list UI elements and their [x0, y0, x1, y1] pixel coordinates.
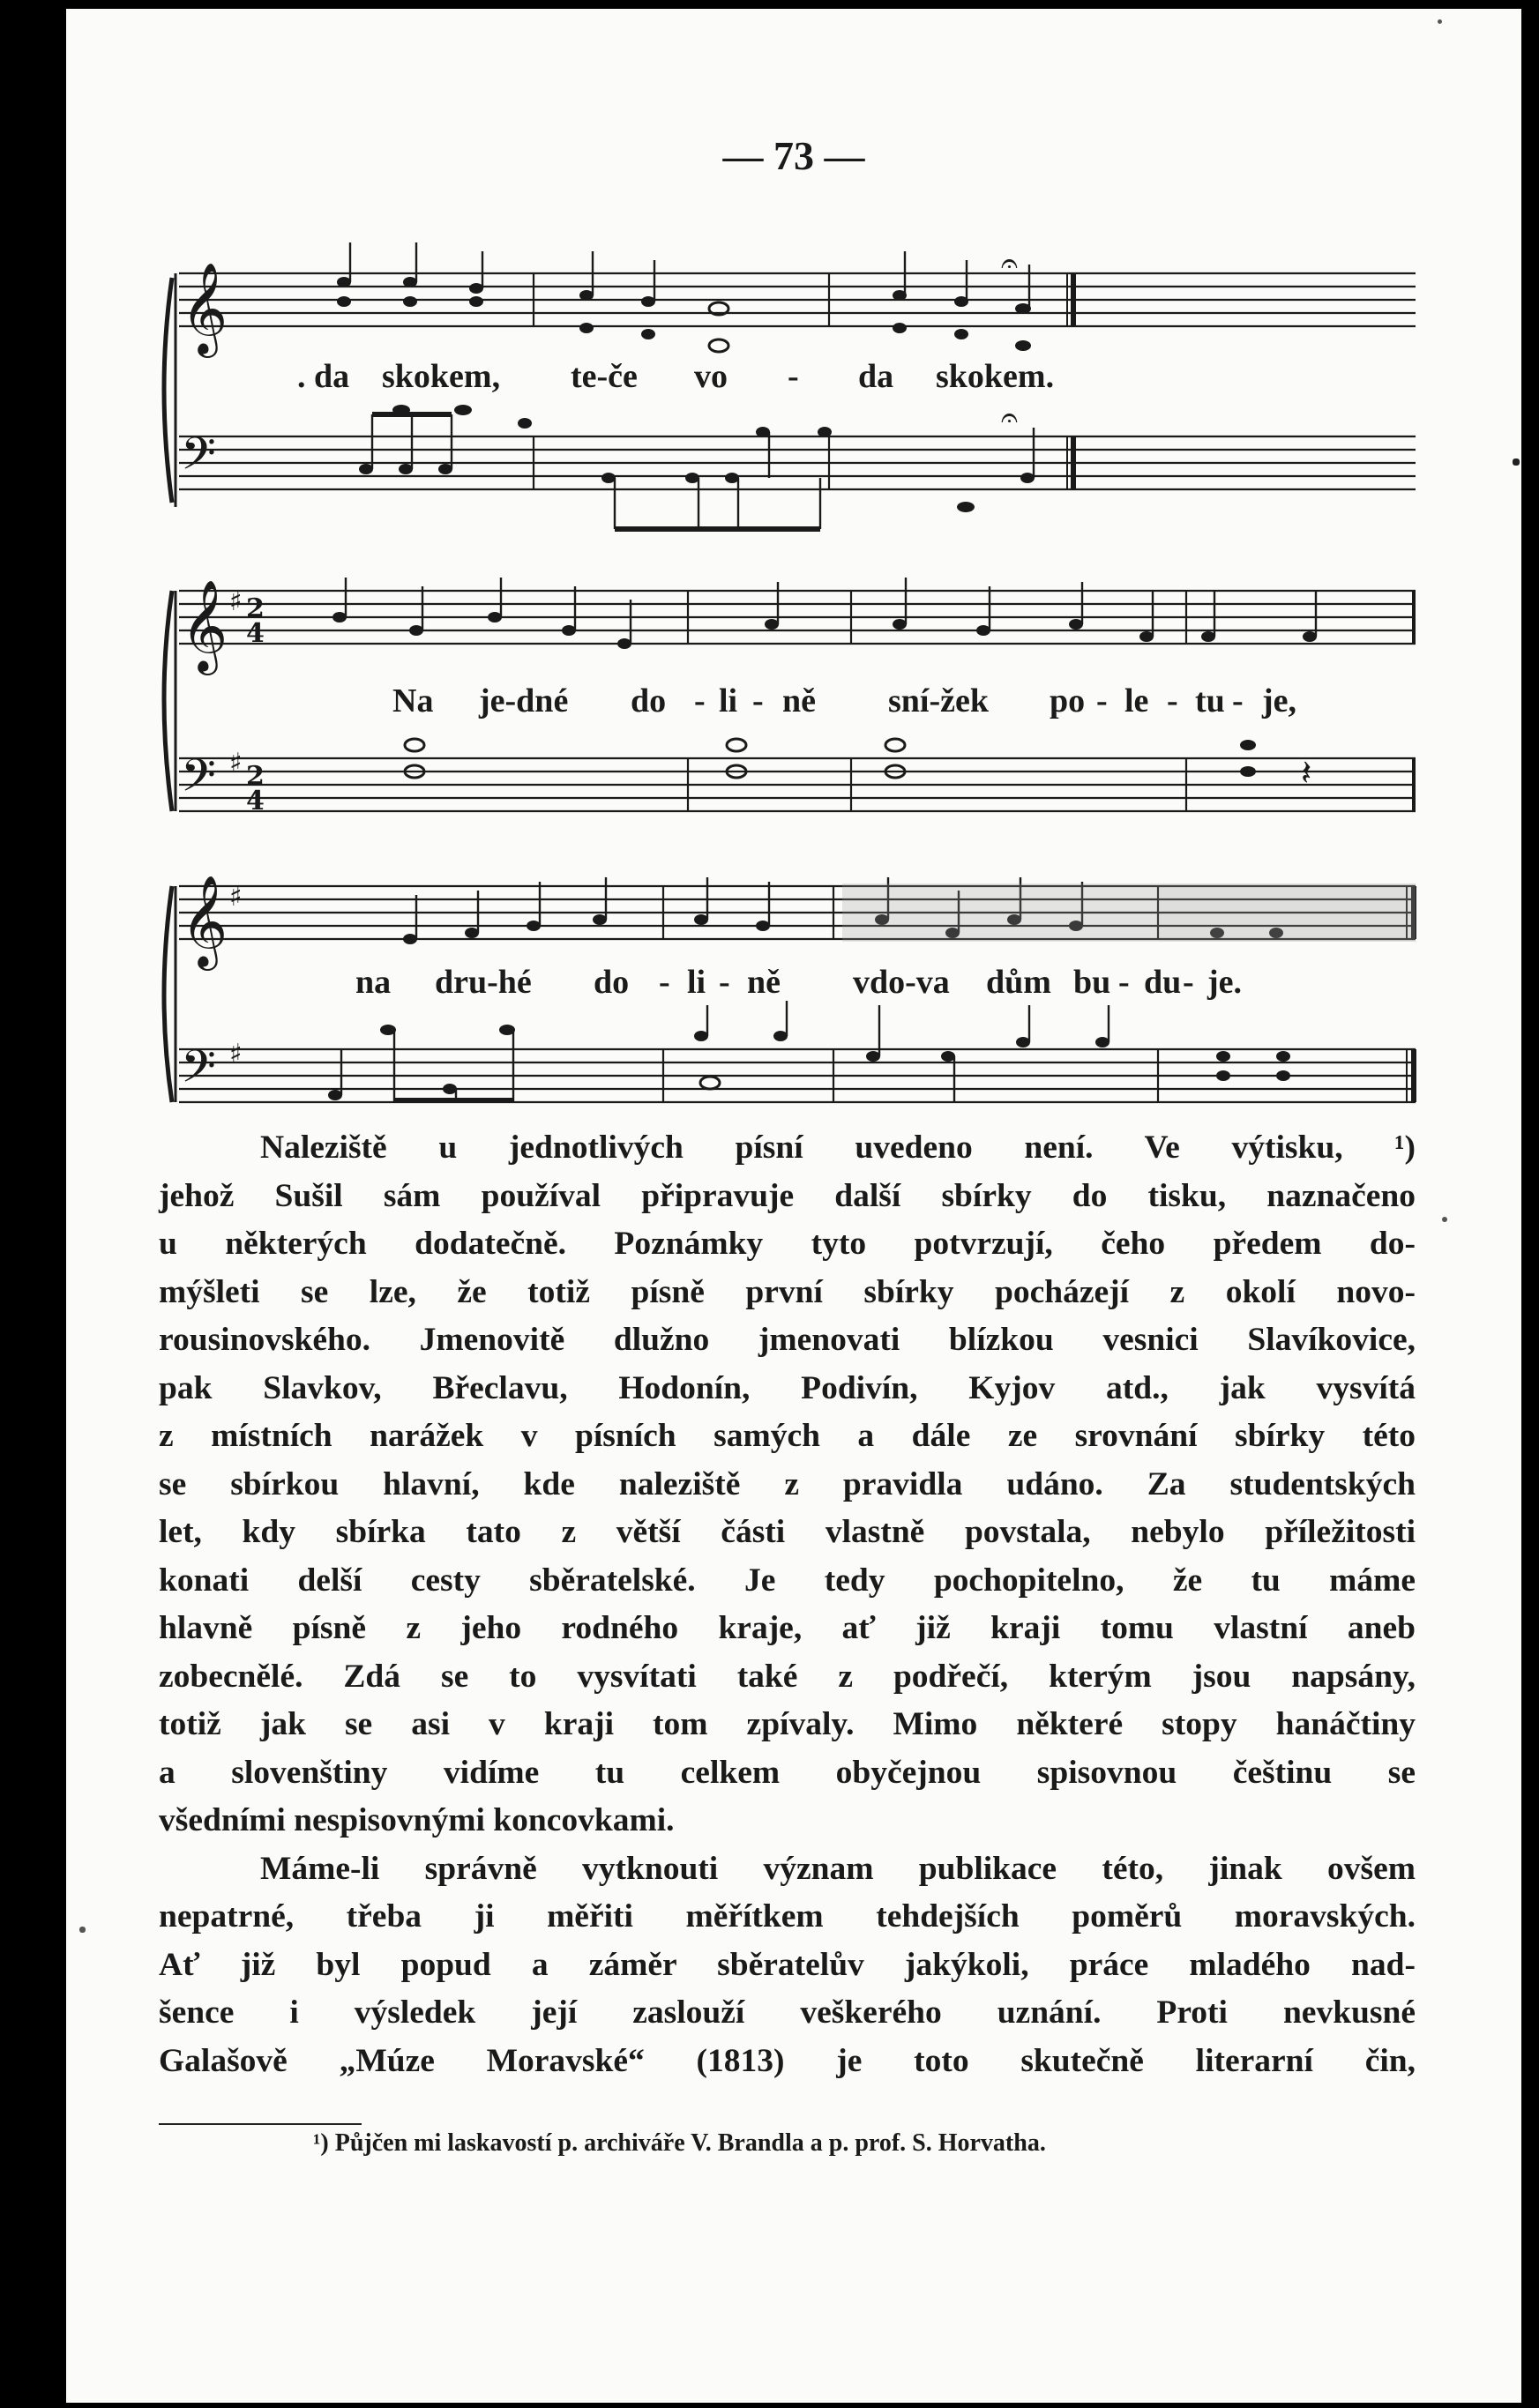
scan-speck: [1438, 19, 1442, 24]
lyric: vo: [694, 358, 728, 395]
text-line: Ať již byl popud a záměr sběratelův jakýkoli, práce mladého nad-: [159, 1946, 1416, 1983]
lyric: -: [719, 964, 730, 1001]
svg-text:2: 2: [246, 761, 265, 792]
text-line: hlavně písně z jeho rodného kraje, ať již kraji tomu vlastní aneb: [159, 1610, 1416, 1646]
text-line: se sbírkou hlavní, kde naleziště z pravidla udáno. Za studentských: [159, 1465, 1416, 1502]
lyric: ně: [782, 682, 816, 719]
text-line: Naleziště u jednotlivých písní uvedeno není. Ve výtisku, ¹): [260, 1129, 1416, 1166]
body-text: [159, 1124, 1416, 2085]
lyric: -: [752, 682, 764, 719]
lyric: -: [1167, 682, 1178, 719]
lyric: po: [1050, 682, 1086, 719]
text-line: pak Slavkov, Břeclavu, Hodonín, Podivín, Kyjov atd., jak vysvítá: [159, 1369, 1416, 1406]
lyric: na: [355, 964, 392, 1001]
text-line: zobecnělé. Zdá se to vysvítati také z podřečí, kterým jsou napsány,: [159, 1658, 1416, 1695]
footnote: ¹) Půjčen mi laskavostí p. archiváře V. Brandla a p. prof. S. Horvatha.: [313, 2129, 1046, 2157]
text-line: šence i výsledek její zaslouží veškerého uznání. Proti nevkusné: [159, 1994, 1416, 2031]
fermata-icon: 𝄐: [1001, 246, 1018, 281]
lyric: -: [1118, 964, 1130, 1001]
footnote-separator: [159, 2123, 362, 2125]
treble-clef-icon: 𝄞: [181, 262, 228, 354]
text-line: rousinovského. Jmenovitě dlužno jmenovati blízkou vesnici Slavíkovice,: [159, 1322, 1416, 1358]
lyric: du: [1144, 964, 1182, 1001]
svg-text:♯: ♯: [229, 1039, 243, 1070]
lyric: bu: [1073, 964, 1111, 1001]
lyric: vdo-va: [853, 964, 950, 1001]
text-line: mýšleti se lze, že totiž písně první sbírky pocházejí z okolí novo-: [159, 1273, 1416, 1310]
lyric: dům: [986, 964, 1051, 1001]
svg-text:4: 4: [246, 786, 265, 816]
text-line: let, kdy sbírka tato z větší části vlastně povstala, nebylo příležitosti: [159, 1514, 1416, 1550]
lyric: -: [659, 964, 670, 1001]
lyric: Na: [392, 682, 434, 719]
text-line: konati delší cesty sběratelské. Je tedy pochopitelno, že tu máme: [159, 1562, 1416, 1599]
lyric: . da: [297, 358, 350, 395]
svg-text:♯: ♯: [229, 748, 243, 779]
lyric: te-če: [571, 358, 638, 395]
svg-text:𝄐: 𝄐: [1001, 400, 1018, 436]
svg-text:♯: ♯: [229, 882, 243, 913]
lyric: ně: [747, 964, 781, 1001]
lyric: do: [594, 964, 630, 1001]
svg-text:2: 2: [246, 593, 265, 624]
bass-clef-icon: 𝄢: [181, 427, 216, 491]
lyric: -: [788, 358, 799, 395]
lyric: skokem,: [382, 358, 501, 395]
lyric: tu: [1195, 682, 1225, 719]
lyric: le: [1124, 682, 1149, 719]
lyric: li: [687, 964, 706, 1001]
text-line: Galašově „Múze Moravské“ (1813) je toto skutečně literarní čin,: [159, 2042, 1416, 2079]
scan-speck: [1513, 458, 1520, 466]
text-line: totiž jak se asi v kraji tom zpívaly. Mimo některé stopy hanáčtiny: [159, 1706, 1416, 1742]
text-line: jehož Sušil sám používal připravuje další sbírky do tisku, naznačeno: [159, 1177, 1416, 1214]
lyric: je.: [1207, 964, 1243, 1001]
lyric: sní-žek: [888, 682, 989, 719]
svg-text:♯: ♯: [229, 586, 243, 617]
text-line: z místních narážek v písních samých a dále ze srovnání sbírky této: [159, 1418, 1416, 1454]
svg-text:𝄢: 𝄢: [181, 749, 216, 813]
lyric: da: [858, 358, 894, 395]
page-number: — 73 —: [722, 133, 865, 178]
lyric: do: [631, 682, 667, 719]
text-line: a slovenštiny vidíme tu celkem obyčejnou spisovnou češtinu se: [159, 1754, 1416, 1791]
lyric: je,: [1262, 682, 1297, 719]
text-line: Máme-li správně vytknouti význam publikace této, jinak ovšem: [260, 1850, 1416, 1887]
svg-text:𝄢: 𝄢: [181, 1040, 216, 1104]
svg-text:𝄞: 𝄞: [181, 875, 228, 967]
lyric: skokem.: [936, 358, 1055, 395]
text-line: u některých dodatečně. Poznámky tyto potvrzují, čeho předem do-: [159, 1226, 1416, 1262]
svg-text:𝄞: 𝄞: [181, 579, 228, 672]
lyric: -: [1183, 964, 1194, 1001]
lyric: -: [1096, 682, 1108, 719]
scan-speck: [1442, 1217, 1447, 1222]
lyric: -: [694, 682, 706, 719]
lyric: li: [719, 682, 738, 719]
text-line: všedními nespisovnými koncovkami.: [159, 1802, 675, 1838]
svg-text:𝄽: 𝄽: [1301, 753, 1312, 794]
lyric: je-dné: [479, 682, 569, 719]
lyric: -: [1232, 682, 1244, 719]
svg-text:4: 4: [246, 618, 265, 649]
music-system-2: [154, 573, 1416, 820]
scan-speck: [79, 1927, 86, 1933]
text-line: nepatrné, třeba ji měřiti měřítkem tehdejších poměrů moravských.: [159, 1898, 1416, 1935]
music-system-3: [154, 873, 1416, 1115]
scanned-page: [66, 9, 1521, 2403]
music-system-1: [154, 247, 1416, 538]
lyric: dru-hé: [435, 964, 532, 1001]
